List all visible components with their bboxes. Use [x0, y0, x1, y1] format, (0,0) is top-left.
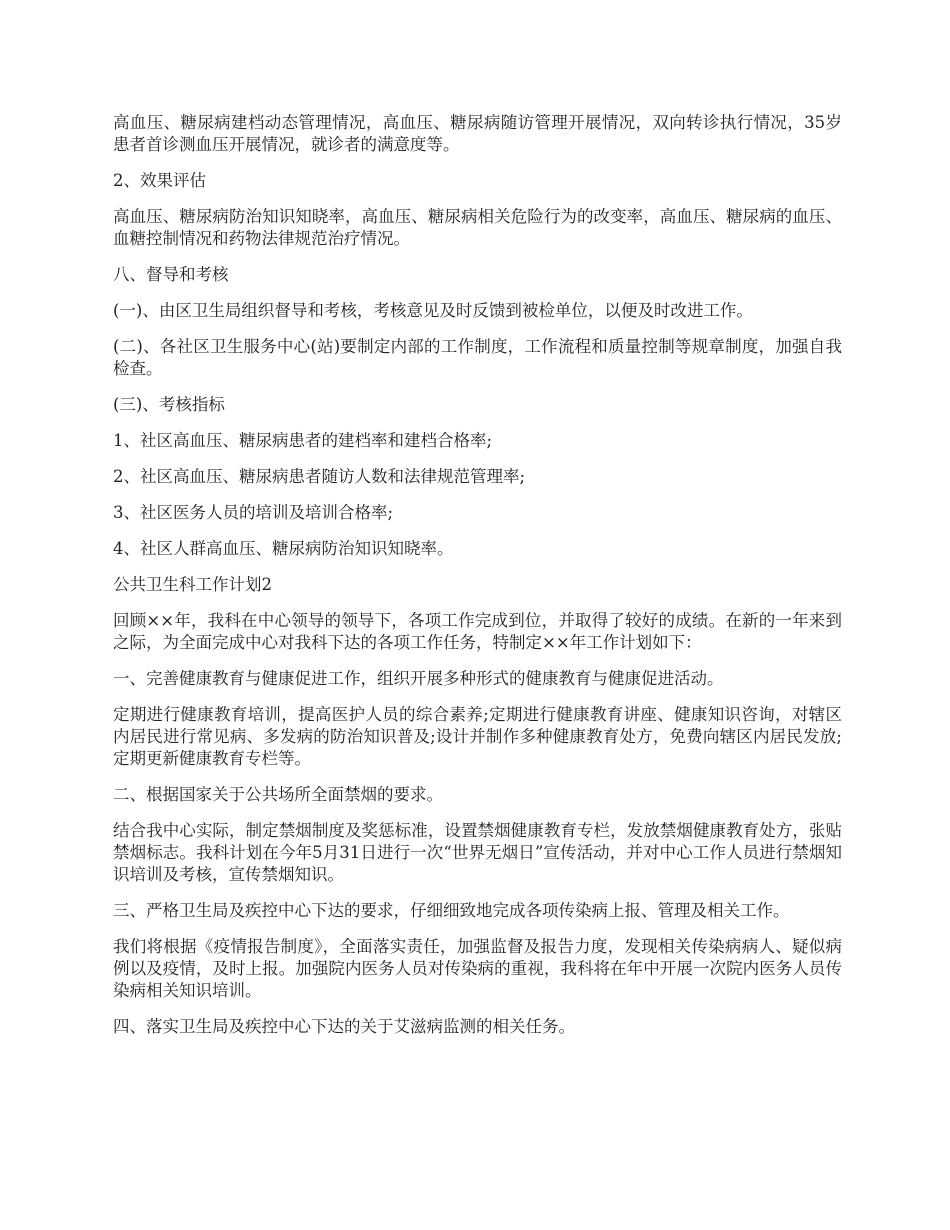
section-title-work-plan-2: 公共卫生科工作计划2 — [113, 575, 272, 594]
paragraph-smoking-ban: 结合我中心实际，制定禁烟制度及奖惩标准，设置禁烟健康教育专栏，发放禁烟健康教育处方，张贴禁烟标志。我科计划在今年5月31日进行一次“世界无烟日”宣传活动，并对中心工作人员进行禁烟知识培训及考核，宣传禁烟知识。 — [113, 821, 842, 884]
paragraph-supervision-1: (一)、由区卫生局组织督导和考核，考核意见及时反馈到被检单位，以便及时改进工作。 — [113, 301, 753, 320]
indicator-item-3: 3、社区医务人员的培训及培训合格率; — [113, 503, 394, 522]
paragraph-supervision-2: (二)、各社区卫生服务中心(站)要制定内部的工作制度，工作流程和质量控制等规章制度，加强自我检查。 — [113, 337, 842, 378]
heading-supervision-assessment: 八、督导和考核 — [113, 265, 229, 284]
paragraph-awareness-rate: 高血压、糖尿病防治知识知晓率，高血压、糖尿病相关危险行为的改变率，高血压、糖尿病的血压、血糖控制情况和药物法律规范治疗情况。 — [113, 207, 842, 248]
paragraph-infectious-disease: 我们将根据《疫情报告制度》，全面落实责任，加强监督及报告力度，发现相关传染病病人、疑似病例以及疫情，及时上报。加强院内医务人员对传染病的重视，我科将在年中开展一次院内医务人员传染病相关知识培训。 — [113, 937, 842, 1000]
paragraph-hypertension-diabetes-management: 高血压、糖尿病建档动态管理情况，高血压、糖尿病随访管理开展情况，双向转诊执行情况，35岁患者首诊测血压开展情况，就诊者的满意度等。 — [113, 113, 842, 154]
paragraph-review: 回顾××年，我科在中心领导的领导下，各项工作完成到位，并取得了较好的成绩。在新的一年来到之际，为全面完成中心对我科下达的各项工作任务，特制定××年工作计划如下： — [113, 611, 842, 652]
heading-aids-monitoring: 四、落实卫生局及疾控中心下达的关于艾滋病监测的相关任务。 — [113, 1017, 575, 1036]
indicator-item-2: 2、社区高血压、糖尿病患者随访人数和法律规范管理率; — [113, 467, 526, 486]
heading-smoking-ban: 二、根据国家关于公共场所全面禁烟的要求。 — [113, 785, 443, 804]
paragraph-health-education: 定期进行健康教育培训，提高医护人员的综合素养;定期进行健康教育讲座、健康知识咨询，对辖区内居民进行常见病、多发病的防治知识普及;设计并制作多种健康教育处方，免费向辖区内居民发放;定期更新健康教育专栏等。 — [113, 705, 842, 768]
heading-infectious-disease: 三、严格卫生局及疾控中心下达的要求，仔细细致地完成各项传染病上报、管理及相关工作。 — [113, 901, 790, 920]
indicator-item-4: 4、社区人群高血压、糖尿病防治知识知晓率。 — [113, 539, 454, 558]
indicator-item-1: 1、社区高血压、糖尿病患者的建档率和建档合格率; — [113, 431, 493, 450]
heading-health-education: 一、完善健康教育与健康促进工作，组织开展多种形式的健康教育与健康促进活动。 — [113, 669, 724, 688]
heading-effect-evaluation: 2、效果评估 — [113, 171, 206, 190]
heading-assessment-indicators: (三)、考核指标 — [113, 395, 225, 414]
